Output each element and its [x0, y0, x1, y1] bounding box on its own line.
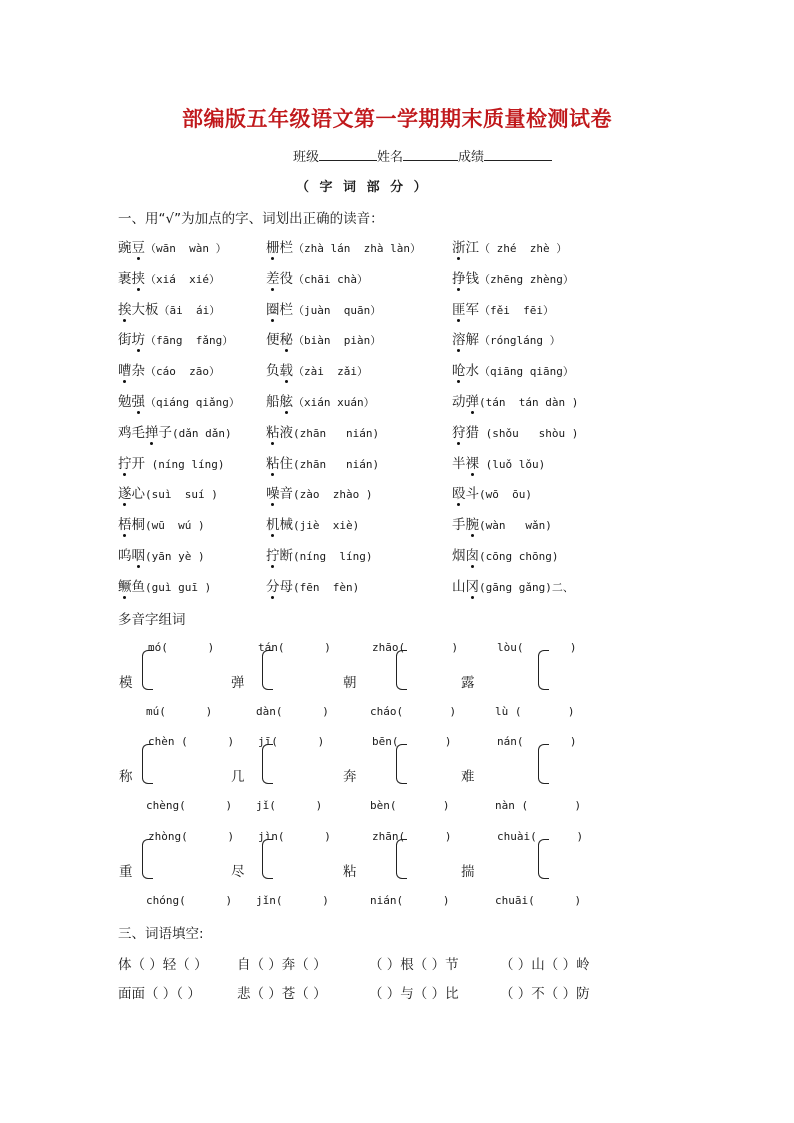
pronunciation-item — [118, 390, 240, 410]
idiom-fill-item[interactable]: 悲（ ）苍（ ） — [237, 986, 327, 1002]
dotted-char: 梧 — [118, 517, 132, 534]
word-part: 音 — [279, 486, 293, 503]
section3-heading: 三、词语填空: — [118, 926, 204, 942]
polyphone-reading-top[interactable]: tán( ) — [258, 641, 331, 654]
word-part: 栏 — [279, 240, 293, 256]
pinyin-options[interactable]: （fāng fǎng） — [145, 334, 234, 348]
word-part: 烟 — [452, 548, 466, 564]
pronunciation-item — [452, 544, 558, 564]
pronunciation-item — [266, 390, 375, 410]
polyphone-reading-top[interactable]: mó( ) — [148, 641, 215, 654]
polyphone-reading-bottom[interactable]: jǐ( ) — [256, 799, 323, 812]
pinyin-options[interactable]: （qiāng qiāng） — [479, 365, 574, 379]
dotted-char: 挨 — [118, 301, 132, 318]
dotted-char: 栅 — [266, 240, 280, 256]
document-title: 部编版五年级语文第一学期期末质量检测试卷 — [182, 106, 612, 131]
dotted-char: 裸 — [465, 455, 479, 472]
dotted-char: 拧 — [118, 455, 132, 472]
pinyin-options[interactable]: (wàn wǎn) — [479, 519, 552, 533]
idiom-fill-item[interactable]: 体（ ）轻（ ） — [118, 957, 208, 973]
dotted-char: 挣 — [452, 270, 466, 287]
polyphone-char: 几 — [231, 769, 245, 785]
dotted-char: 腕 — [465, 517, 479, 534]
dotted-char: 鳜 — [118, 578, 132, 595]
dotted-char: 噪 — [266, 486, 280, 503]
pinyin-options[interactable]: （cáo zāo） — [145, 365, 220, 379]
polyphone-char: 揣 — [461, 864, 475, 880]
dotted-char: 分 — [266, 578, 280, 595]
dotted-char: 匪 — [452, 301, 466, 318]
brace-icon — [262, 650, 273, 690]
polyphone-reading-bottom[interactable]: nàn ( ) — [495, 799, 582, 812]
pronunciation-item — [266, 575, 359, 595]
pronunciation-item — [266, 359, 368, 379]
pinyin-options[interactable]: (suì suí ) — [145, 488, 218, 502]
polyphone-reading-top[interactable]: chèn ( ) — [148, 735, 235, 748]
pinyin-options[interactable]: (zhān nián) — [293, 457, 380, 471]
word-part: 街 — [118, 332, 132, 349]
brace-icon — [142, 744, 153, 784]
pronunciation-item — [118, 267, 220, 287]
word-part: 手 — [452, 517, 466, 534]
dotted-char: 圈 — [266, 301, 280, 318]
polyphone-char: 朝 — [343, 675, 357, 691]
pronunciation-item — [266, 267, 368, 287]
pronunciation-item — [266, 236, 421, 256]
pinyin-options[interactable]: （xián xuán） — [293, 396, 375, 409]
pinyin-options[interactable]: (fēn fèn) — [293, 580, 360, 594]
polyphone-reading-bottom[interactable]: chèng( ) — [146, 799, 233, 812]
pinyin-options[interactable]: (wū wú ) — [145, 519, 205, 533]
word-part: 心 — [131, 486, 145, 503]
dotted-char: 浙 — [452, 240, 466, 256]
pronunciation-item — [452, 236, 567, 256]
brace-icon — [538, 650, 549, 690]
brace-icon — [262, 744, 273, 784]
pinyin-options[interactable]: （wān wàn ） — [145, 242, 227, 255]
dotted-char: 载 — [279, 363, 293, 380]
polyphone-reading-top[interactable]: chuài( ) — [497, 830, 584, 843]
pinyin-options[interactable]: （āi ái） — [158, 303, 221, 317]
pinyin-options[interactable]: (níng líng) — [145, 457, 225, 471]
word-part: 断 — [279, 548, 293, 564]
word-part: 裹 — [118, 270, 132, 287]
pinyin-options[interactable]: (níng líng) — [293, 550, 373, 563]
pronunciation-item — [118, 421, 232, 441]
pinyin-options[interactable]: (shǒu shòu ) — [479, 426, 579, 440]
brace-icon — [538, 839, 549, 879]
pronunciation-item — [452, 390, 578, 410]
pronunciation-item — [118, 298, 220, 318]
dotted-char: 咽 — [131, 548, 145, 564]
dotted-char: 呛 — [452, 363, 466, 380]
pronunciation-item — [118, 359, 220, 379]
pinyin-options[interactable]: (dǎn dǎn) — [172, 426, 232, 440]
word-part: 动 — [452, 394, 466, 410]
pinyin-options[interactable]: （róngláng ） — [479, 334, 561, 348]
polyphone-reading-top[interactable]: zhāo( ) — [372, 641, 459, 654]
dotted-char: 舷 — [279, 394, 293, 410]
dotted-char: 机 — [266, 517, 280, 534]
pronunciation-item — [266, 452, 379, 472]
dotted-char: 溶 — [452, 332, 466, 349]
polyphone-reading-top[interactable]: jìn( ) — [258, 830, 331, 843]
brace-icon — [396, 744, 407, 784]
word-part: 鱼 — [131, 578, 145, 595]
polyphone-reading-top[interactable]: jī( ) — [258, 735, 325, 748]
student-info — [293, 146, 552, 165]
pronunciation-item — [266, 328, 381, 348]
polyphone-reading-bottom[interactable]: chuāi( ) — [495, 894, 582, 907]
idiom-fill-item[interactable]: （ ）不（ ）防 — [500, 986, 590, 1002]
pronunciation-item — [452, 298, 554, 318]
section2-heading: 多音字组词 — [118, 612, 186, 628]
pronunciation-item — [266, 421, 379, 441]
pinyin-options[interactable]: （zhà lán zhà làn） — [293, 242, 421, 255]
word-part: 子 — [158, 424, 172, 441]
word-part: 住 — [279, 455, 293, 472]
dotted-char: 强 — [131, 394, 145, 410]
polyphone-reading-bottom[interactable]: cháo( ) — [370, 705, 457, 718]
word-part: 半 — [452, 455, 466, 472]
polyphone-reading-top[interactable]: nán( ) — [497, 735, 577, 748]
pronunciation-item — [266, 544, 372, 564]
pronunciation-item — [118, 544, 205, 564]
dotted-char: 囱 — [465, 548, 479, 564]
word-part: 猎 — [465, 424, 479, 441]
polyphone-reading-bottom[interactable]: chóng( ) — [146, 894, 233, 907]
pinyin-options[interactable]: (jiè xiè) — [293, 519, 360, 533]
class-blank[interactable] — [319, 148, 377, 161]
word-part: 军 — [465, 301, 479, 318]
pronunciation-item — [452, 482, 532, 502]
word-part: 解 — [465, 332, 479, 349]
pinyin-options[interactable]: (tán tán dàn ) — [479, 396, 579, 409]
brace-icon — [262, 839, 273, 879]
polyphone-reading-bottom[interactable]: lù ( ) — [495, 705, 575, 718]
pronunciation-item — [118, 513, 205, 533]
pronunciation-item — [266, 298, 381, 318]
pronunciation-item — [452, 359, 574, 379]
pinyin-options[interactable]: (zhān nián) — [293, 426, 380, 440]
pinyin-options[interactable]: (luǒ lǒu) — [479, 457, 546, 471]
word-part: 山 — [452, 578, 466, 595]
word-part: 母 — [279, 578, 293, 595]
polyphone-reading-bottom[interactable]: dàn( ) — [256, 705, 329, 718]
polyphone-char: 弹 — [231, 675, 245, 691]
polyphone-reading-top[interactable]: zhòng( ) — [148, 830, 235, 843]
pinyin-options[interactable]: (guì guī ) — [145, 580, 212, 594]
name-blank[interactable] — [403, 148, 458, 161]
word-part: 桐 — [131, 517, 145, 534]
pronunciation-item — [452, 575, 574, 595]
name-label: 姓名 — [377, 150, 404, 165]
pronunciation-item — [118, 236, 227, 256]
dotted-char: 秘 — [279, 332, 293, 349]
polyphone-char: 模 — [119, 675, 133, 691]
pronunciation-item — [266, 513, 359, 533]
pronunciation-item — [452, 452, 545, 472]
pinyin-options[interactable]: (yān yè ) — [145, 550, 205, 563]
dotted-char: 粘 — [266, 455, 280, 472]
dotted-char: 狩 — [452, 424, 466, 441]
part-title: （ 字 词 部 分 ） — [296, 180, 430, 195]
brace-icon — [396, 839, 407, 879]
dotted-char: 粘 — [266, 424, 280, 441]
word-part: 勉 — [118, 394, 132, 410]
polyphone-char: 重 — [119, 864, 133, 880]
idiom-fill-item[interactable]: 自（ ）奔（ ） — [237, 957, 327, 973]
dotted-char: 遂 — [118, 486, 132, 503]
polyphone-reading-bottom[interactable]: bèn( ) — [370, 799, 450, 812]
polyphone-char: 称 — [119, 769, 133, 785]
section1-heading: 一、用“√”为加点的字、词划出正确的读音： — [118, 211, 384, 227]
word-part: 便 — [266, 332, 280, 349]
pronunciation-item — [118, 482, 218, 502]
polyphone-reading-bottom[interactable]: jǐn( ) — [256, 894, 329, 907]
word-part: 液 — [279, 424, 293, 441]
word-part: 船 — [266, 394, 280, 410]
word-part: 役 — [279, 270, 293, 287]
dotted-char: 掸 — [145, 424, 159, 441]
idiom-fill-item[interactable]: （ ）山（ ）岭 — [500, 957, 590, 973]
pinyin-options[interactable]: （zài zǎi） — [293, 365, 368, 379]
word-part: 负 — [266, 363, 280, 380]
dotted-char: 殴 — [452, 486, 466, 503]
word-part: 斗 — [465, 486, 479, 503]
word-part: 栏 — [279, 301, 293, 318]
pronunciation-item — [266, 482, 372, 502]
score-blank[interactable] — [484, 148, 552, 161]
pronunciation-item — [452, 513, 552, 533]
pinyin-options[interactable]: （qiáng qiǎng） — [145, 396, 240, 409]
word-part: 械 — [279, 517, 293, 534]
brace-icon — [538, 744, 549, 784]
pinyin-options[interactable]: （chāi chà） — [293, 272, 368, 286]
pronunciation-item — [118, 452, 224, 472]
word-part: 钱 — [465, 270, 479, 287]
polyphone-reading-top[interactable]: lòu( ) — [497, 641, 577, 654]
polyphone-char: 粘 — [343, 864, 357, 880]
brace-icon — [396, 650, 407, 690]
polyphone-reading-bottom[interactable]: mú( ) — [146, 705, 213, 718]
polyphone-char: 奔 — [343, 769, 357, 785]
dotted-char: 差 — [266, 270, 280, 287]
word-part: 豌 — [118, 240, 132, 256]
polyphone-reading-top[interactable]: bēn( ) — [372, 735, 452, 748]
dotted-char: 冈 — [465, 578, 479, 595]
class-label: 班级 — [293, 150, 320, 165]
dotted-char: 坊 — [131, 332, 145, 349]
pinyin-options[interactable]: （juàn quān） — [293, 303, 382, 317]
dotted-char: 弹 — [465, 394, 479, 410]
polyphone-char: 尽 — [231, 864, 245, 880]
idiom-fill-item[interactable]: （ ）与（ ）比 — [369, 986, 459, 1002]
brace-icon — [142, 650, 153, 690]
pronunciation-item — [452, 421, 578, 441]
pinyin-options[interactable]: （ zhé zhè ） — [479, 242, 568, 255]
pinyin-options[interactable]: (cōng chōng) — [479, 550, 559, 563]
word-part: 大板 — [131, 301, 159, 318]
pronunciation-item — [118, 575, 211, 595]
pinyin-options[interactable]: （xiá xié） — [145, 272, 220, 286]
dotted-char: 嘈 — [118, 363, 132, 380]
pinyin-options[interactable]: (zào zhào ) — [293, 488, 373, 502]
pronunciation-item — [118, 328, 233, 348]
idiom-fill-item[interactable]: 面面（ ）（ ） — [118, 986, 201, 1002]
idiom-fill-item[interactable]: （ ）根（ ）节 — [369, 957, 459, 973]
dotted-char: 拧 — [266, 548, 280, 564]
brace-icon — [142, 839, 153, 879]
pinyin-options[interactable]: (wō ōu) — [479, 488, 532, 502]
pinyin-options[interactable]: （biàn piàn） — [293, 334, 382, 348]
score-label: 成绩 — [458, 150, 485, 165]
polyphone-reading-top[interactable]: zhān( ) — [372, 830, 452, 843]
polyphone-char: 难 — [461, 769, 475, 785]
pronunciation-item — [452, 328, 561, 348]
pronunciation-item — [452, 267, 574, 287]
polyphone-reading-bottom[interactable]: nián( ) — [370, 894, 450, 907]
word-part: 呜 — [118, 548, 132, 564]
dotted-char: 豆 — [131, 240, 145, 256]
dotted-char: 挟 — [131, 270, 145, 287]
word-part: 水 — [465, 363, 479, 380]
pinyin-options[interactable]: (gāng gǎng)二、 — [479, 580, 574, 594]
polyphone-char: 露 — [461, 675, 475, 691]
word-part: 鸡毛 — [118, 424, 145, 441]
word-part: 江 — [465, 240, 479, 256]
pinyin-options[interactable]: （fěi fēi） — [479, 303, 554, 317]
word-part: 杂 — [131, 363, 145, 380]
word-part: 开 — [131, 455, 145, 472]
pinyin-options[interactable]: （zhēng zhèng） — [479, 272, 574, 286]
